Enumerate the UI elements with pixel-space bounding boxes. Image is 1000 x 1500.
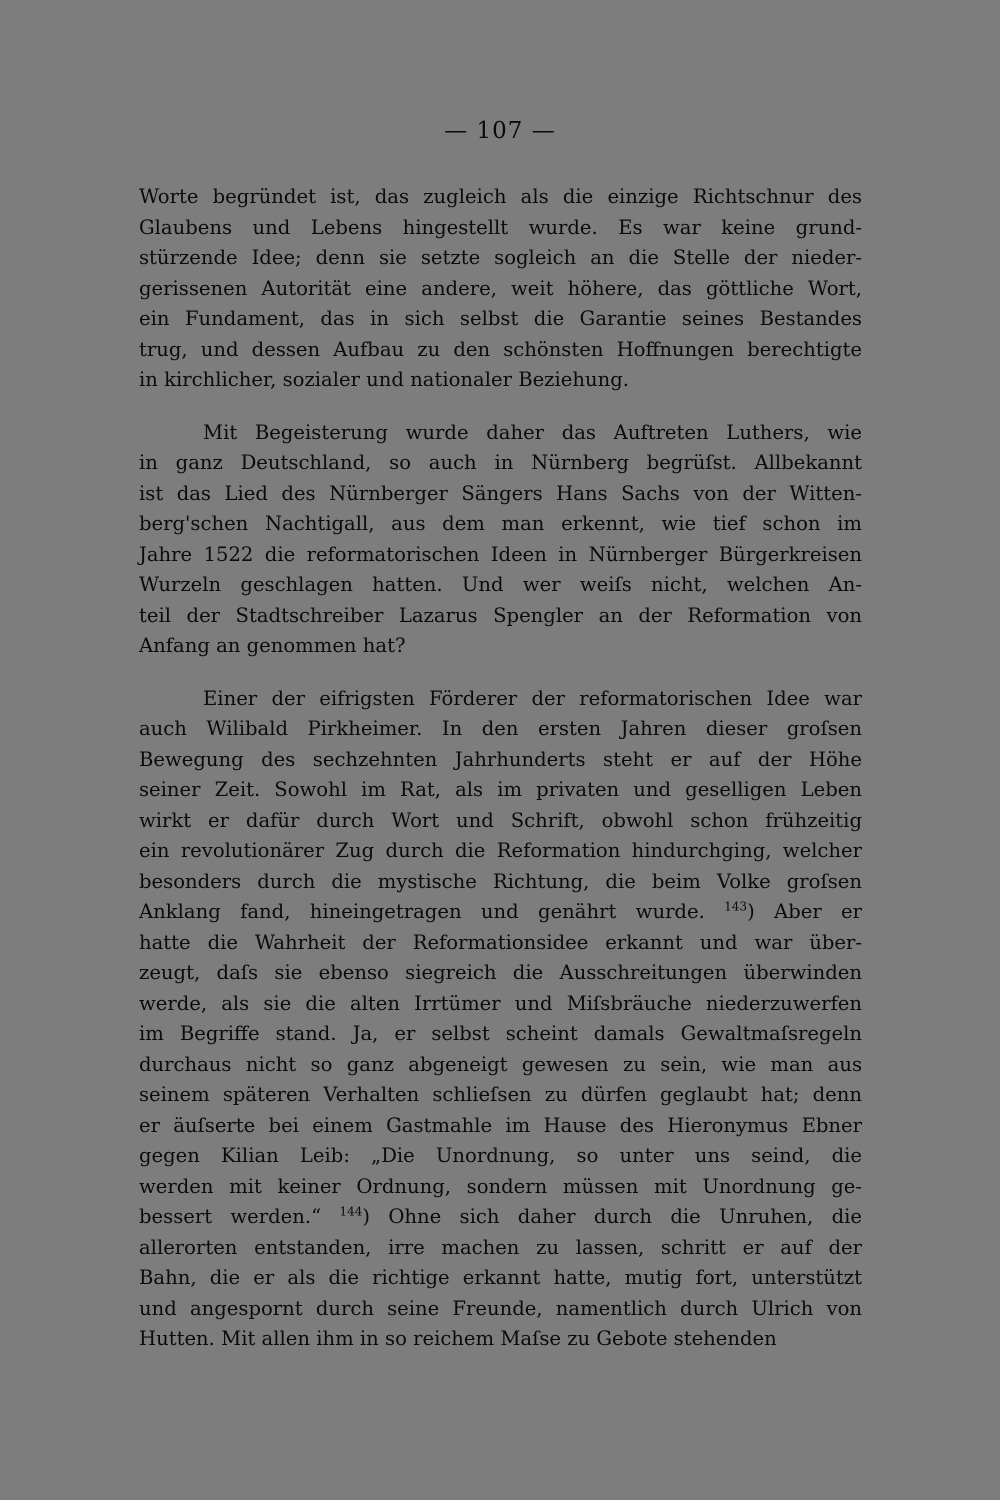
text-line: seinem späteren Verhalten schlieſsen zu dürfen geglaubt hat; denn (139, 1083, 862, 1106)
paragraph-gap (139, 396, 862, 418)
text-line: Wurzeln geschlagen hatten. Und wer weiſs nicht, welchen An- (139, 573, 862, 596)
text-line: Jahre 1522 die reformatorischen Ideen in Nürnberger Bürgerkreisen (139, 542, 862, 566)
text-line: durchaus nicht so ganz abgeneigt gewesen zu sein, wie man aus (139, 1052, 862, 1076)
text-line: er äuſserte bei einem Gastmahle im Hause des Hieronymus Ebner (139, 1113, 862, 1137)
text-line: Hutten. Mit allen ihm in so reichem Maſse zu Gebote stehenden (139, 1327, 777, 1350)
text-line: Worte begründet ist, das zugleich als die einzige Richtschnur des (139, 185, 862, 208)
text-line: Glaubens und Lebens hingestellt wurde. Es war keine grund- (139, 215, 862, 239)
text-line: auch Wilibald Pirkheimer. In den ersten Jahren dieser groſsen (139, 717, 862, 740)
text-line: wirkt er dafür durch Wort und Schrift, obwohl schon frühzeitig (139, 808, 862, 832)
footnote-marker: 143 (724, 899, 748, 914)
text-line: trug, und dessen Aufbau zu den schönsten Hoffnungen berechtigte (139, 337, 862, 361)
text-line: Einer der eifrigsten Förderer der reformatorischen Idee war (203, 686, 862, 710)
text-line: in kirchlicher, sozialer und nationaler Beziehung. (139, 368, 629, 391)
text-line: seiner Zeit. Sowohl im Rat, als im privaten und geselligen Leben (139, 778, 862, 801)
text-line: ein revolutionärer Zug durch die Reformation hindurchging, welcher (139, 839, 862, 862)
text-line: Bahn, die er als die richtige erkannt hatte, mutig fort, unterstützt (139, 1266, 862, 1289)
paragraph (139, 684, 862, 1355)
text-line: werden mit keiner Ordnung, sondern müssen mit Unordnung ge- (139, 1174, 862, 1198)
text-line: gerissenen Autorität eine andere, weit höhere, das göttliche Wort, (139, 276, 862, 300)
text-line: teil der Stadtschreiber Lazarus Spengler an der Reformation von (139, 603, 862, 627)
text-line: in ganz Deutschland, so auch in Nürnberg begrüſst. Allbekannt (139, 451, 862, 474)
text-line: berg'schen Nachtigall, aus dem man erkennt, wie tief schon im (139, 512, 862, 535)
text-line: gegen Kilian Leib: „Die Unordnung, so unter uns seind, die (139, 1144, 862, 1167)
paragraph (139, 418, 862, 662)
line-text: Anklang fand, hineingetragen und genährt wurde. (139, 900, 725, 923)
text-line: besonders durch die mystische Richtung, die beim Volke groſsen (139, 869, 862, 893)
line-text: ) Aber er (747, 900, 863, 923)
text-line: Bewegung des sechzehnten Jahrhunderts steht er auf der Höhe (139, 747, 862, 771)
text-line: ist das Lied des Nürnberger Sängers Hans Sachs von der Witten- (139, 481, 862, 505)
text-line: im Begriffe stand. Ja, er selbst scheint damals Gewaltmaſsregeln (139, 1022, 862, 1045)
text-line: hatte die Wahrheit der Reformationsidee erkannt und war über- (139, 930, 862, 954)
text-line: ein Fundament, das in sich selbst die Garantie seines Bestandes (139, 307, 862, 330)
text-line: Anfang an genommen hat? (139, 634, 406, 657)
paragraph-gap (139, 662, 862, 684)
paragraph (139, 182, 862, 396)
body-text (139, 182, 862, 1355)
text-line: werde, als sie die alten Irrtümer und Miſsbräuche niederzuwerfen (139, 991, 862, 1015)
text-line (139, 1202, 862, 1233)
text-line: allerorten entstanden, irre machen zu lassen, schritt er auf der (139, 1235, 862, 1259)
line-text: ) Ohne sich daher durch die Unruhen, die (362, 1205, 862, 1228)
text-line (139, 897, 862, 928)
line-text: bessert werden.“ (139, 1205, 340, 1228)
page-number: — 107 — (444, 118, 556, 144)
text-line: zeugt, daſs sie ebenso siegreich die Ausschreitungen überwinden (139, 961, 862, 984)
text-line: und angespornt durch seine Freunde, namentlich durch Ulrich von (139, 1296, 862, 1320)
text-line: stürzende Idee; denn sie setzte sogleich an die Stelle der nieder- (139, 246, 862, 269)
text-line: Mit Begeisterung wurde daher das Auftreten Luthers, wie (203, 420, 862, 444)
footnote-marker: 144 (339, 1204, 363, 1219)
